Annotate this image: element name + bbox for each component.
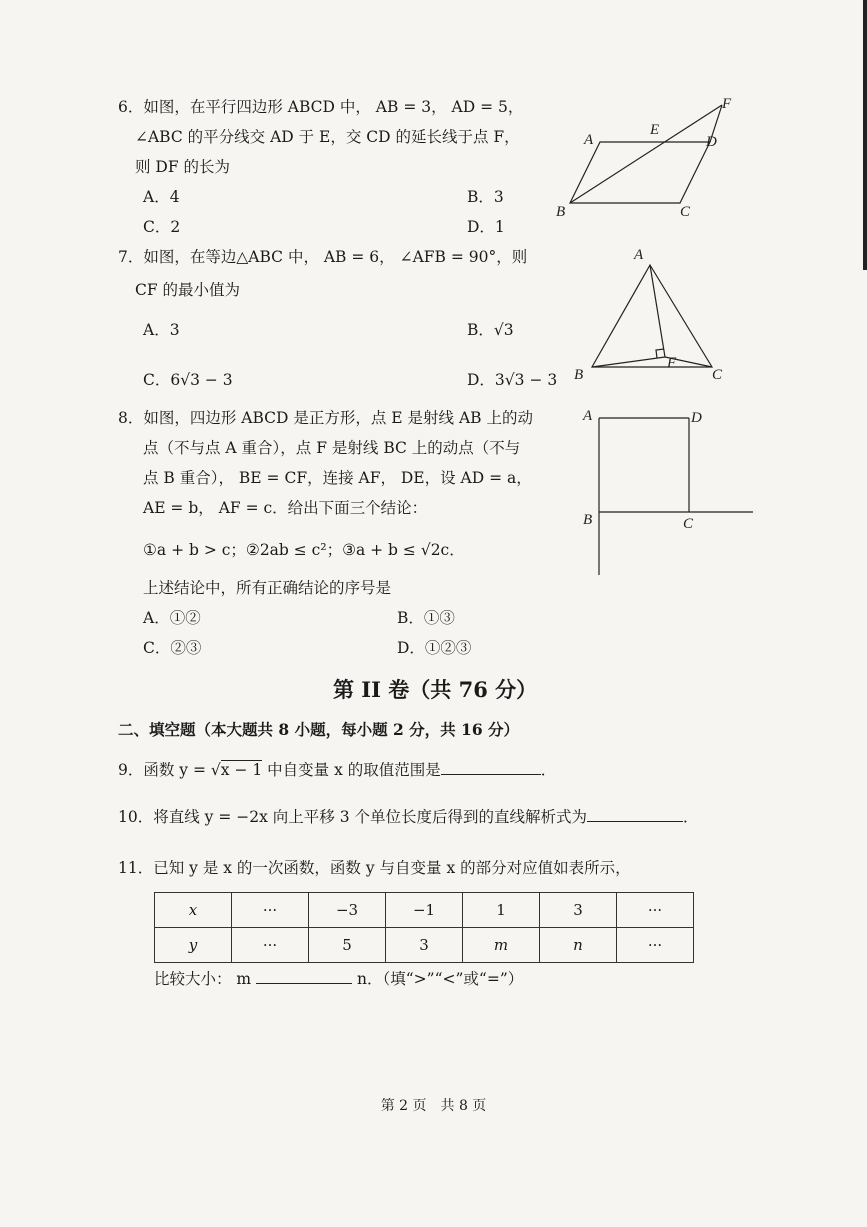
q6-option-a[interactable]: A．4 <box>143 188 180 206</box>
q9-prefix: 9．函数 y = <box>118 761 211 779</box>
q7-label-b: B <box>574 367 584 383</box>
q6-option-c[interactable]: C．2 <box>143 218 181 236</box>
q7-option-d[interactable]: D．3√3 − 3 <box>467 371 558 389</box>
q8-label-d: D <box>691 410 702 426</box>
q7-label-c: C <box>712 367 723 383</box>
q8-conclusions: ①a + b > c；②2ab ≤ c²；③a + b ≤ √2c． <box>143 541 465 559</box>
q11-compare-line <box>154 969 523 989</box>
table-cell: ··· <box>232 928 309 963</box>
q9-radicand: x − 1 <box>220 761 263 779</box>
table-cell: m <box>463 928 540 963</box>
table-cell: x <box>155 893 232 928</box>
q6-option-d[interactable]: D．1 <box>467 218 505 236</box>
part2-title: 第 II 卷（共 76 分） <box>333 677 538 702</box>
q7-option-a[interactable]: A．3 <box>143 321 180 339</box>
q7-label-a: A <box>634 247 644 263</box>
table-cell: −3 <box>309 893 386 928</box>
q11-compare-suffix: n．（填“>”“<”或“=”） <box>357 970 524 988</box>
q10-text: 10．将直线 y = −2x 向上平移 3 个单位长度后得到的直线解析式为 <box>118 808 587 826</box>
q8-option-d[interactable]: D．①②③ <box>397 639 472 657</box>
q7-option-c[interactable]: C．6√3 − 3 <box>143 371 233 389</box>
q9-line <box>118 760 556 780</box>
q10-line <box>118 807 699 827</box>
q7-option-b[interactable]: B．√3 <box>467 321 514 339</box>
page-footer: 第 2 页 共 8 页 <box>380 1098 487 1114</box>
q9-suffix: 中自变量 x 的取值范围是 <box>262 761 441 779</box>
table-row <box>155 928 694 963</box>
table-cell: ··· <box>617 928 694 963</box>
table-cell: ··· <box>617 893 694 928</box>
q6-parallelogram <box>570 142 710 203</box>
q8-option-b[interactable]: B．①③ <box>397 609 455 627</box>
q9-answer-blank[interactable] <box>441 760 541 775</box>
q6-figure <box>550 90 750 225</box>
q11-value-table <box>154 892 694 963</box>
q8-line3: 点 B 重合）， BE = CF，连接 AF， DE，设 AD = a， <box>143 469 532 487</box>
q6-line1: 6．如图，在平行四边形 ABCD 中， AB = 3， AD = 5， <box>118 98 524 116</box>
q7-segment-af <box>650 265 665 357</box>
q8-label-c: C <box>683 516 694 532</box>
table-cell: 3 <box>540 893 617 928</box>
table-cell: 1 <box>463 893 540 928</box>
table-cell: 3 <box>386 928 463 963</box>
q6-bisector-line <box>570 105 722 203</box>
q7-right-angle-mark <box>656 349 664 358</box>
table-cell: 5 <box>309 928 386 963</box>
q7-line1: 7．如图，在等边△ABC 中， AB = 6， ∠AFB = 90°，则 <box>118 248 528 266</box>
q7-label-f: F <box>667 355 677 371</box>
table-cell: ··· <box>232 893 309 928</box>
q8-line1: 8．如图，四边形 ABCD 是正方形，点 E 是射线 AB 上的动 <box>118 409 533 427</box>
q8-label-b: B <box>583 512 593 528</box>
q8-option-a[interactable]: A．①② <box>143 609 201 627</box>
q6-label-c: C <box>680 204 691 220</box>
q10-answer-blank[interactable] <box>587 807 683 822</box>
table-cell: n <box>540 928 617 963</box>
q6-line3: 则 DF 的长为 <box>135 158 231 176</box>
part2-subtitle: 二、填空题（本大题共 8 小题，每小题 2 分，共 16 分） <box>118 720 520 739</box>
q11-answer-blank[interactable] <box>256 969 352 984</box>
q11-text: 11．已知 y 是 x 的一次函数，函数 y 与自变量 x 的部分对应值如表所示， <box>118 859 631 877</box>
q8-label-a: A <box>583 408 593 424</box>
q6-label-f: F <box>722 96 732 112</box>
q7-line2: CF 的最小值为 <box>135 281 241 299</box>
q6-label-e: E <box>650 122 660 138</box>
q6-line2: ∠ABC 的平分线交 AD 于 E，交 CD 的延长线于点 F， <box>135 128 520 146</box>
q8-line6: 上述结论中，所有正确结论的序号是 <box>143 579 392 597</box>
table-cell: y <box>155 928 232 963</box>
q8-figure <box>575 400 760 580</box>
scan-edge <box>863 0 867 270</box>
q6-label-a: A <box>584 132 594 148</box>
table-cell: −1 <box>386 893 463 928</box>
q11-compare-prefix: 比较大小： m <box>154 970 252 988</box>
q8-option-c[interactable]: C．②③ <box>143 639 202 657</box>
q6-label-b: B <box>556 204 566 220</box>
q8-line4: AE = b， AF = c．给出下面三个结论： <box>143 499 428 517</box>
q7-figure <box>570 245 730 385</box>
sqrt-sign: √ <box>210 761 221 779</box>
q6-option-b[interactable]: B．3 <box>467 188 504 206</box>
q9-end: ． <box>540 761 557 779</box>
q8-line2: 点（不与点 A 重合），点 F 是射线 BC 上的动点（不与 <box>143 439 521 457</box>
q6-label-d: D <box>706 134 717 150</box>
q7-segment-bf <box>592 357 665 367</box>
q10-end: ． <box>682 808 699 826</box>
table-row <box>155 893 694 928</box>
